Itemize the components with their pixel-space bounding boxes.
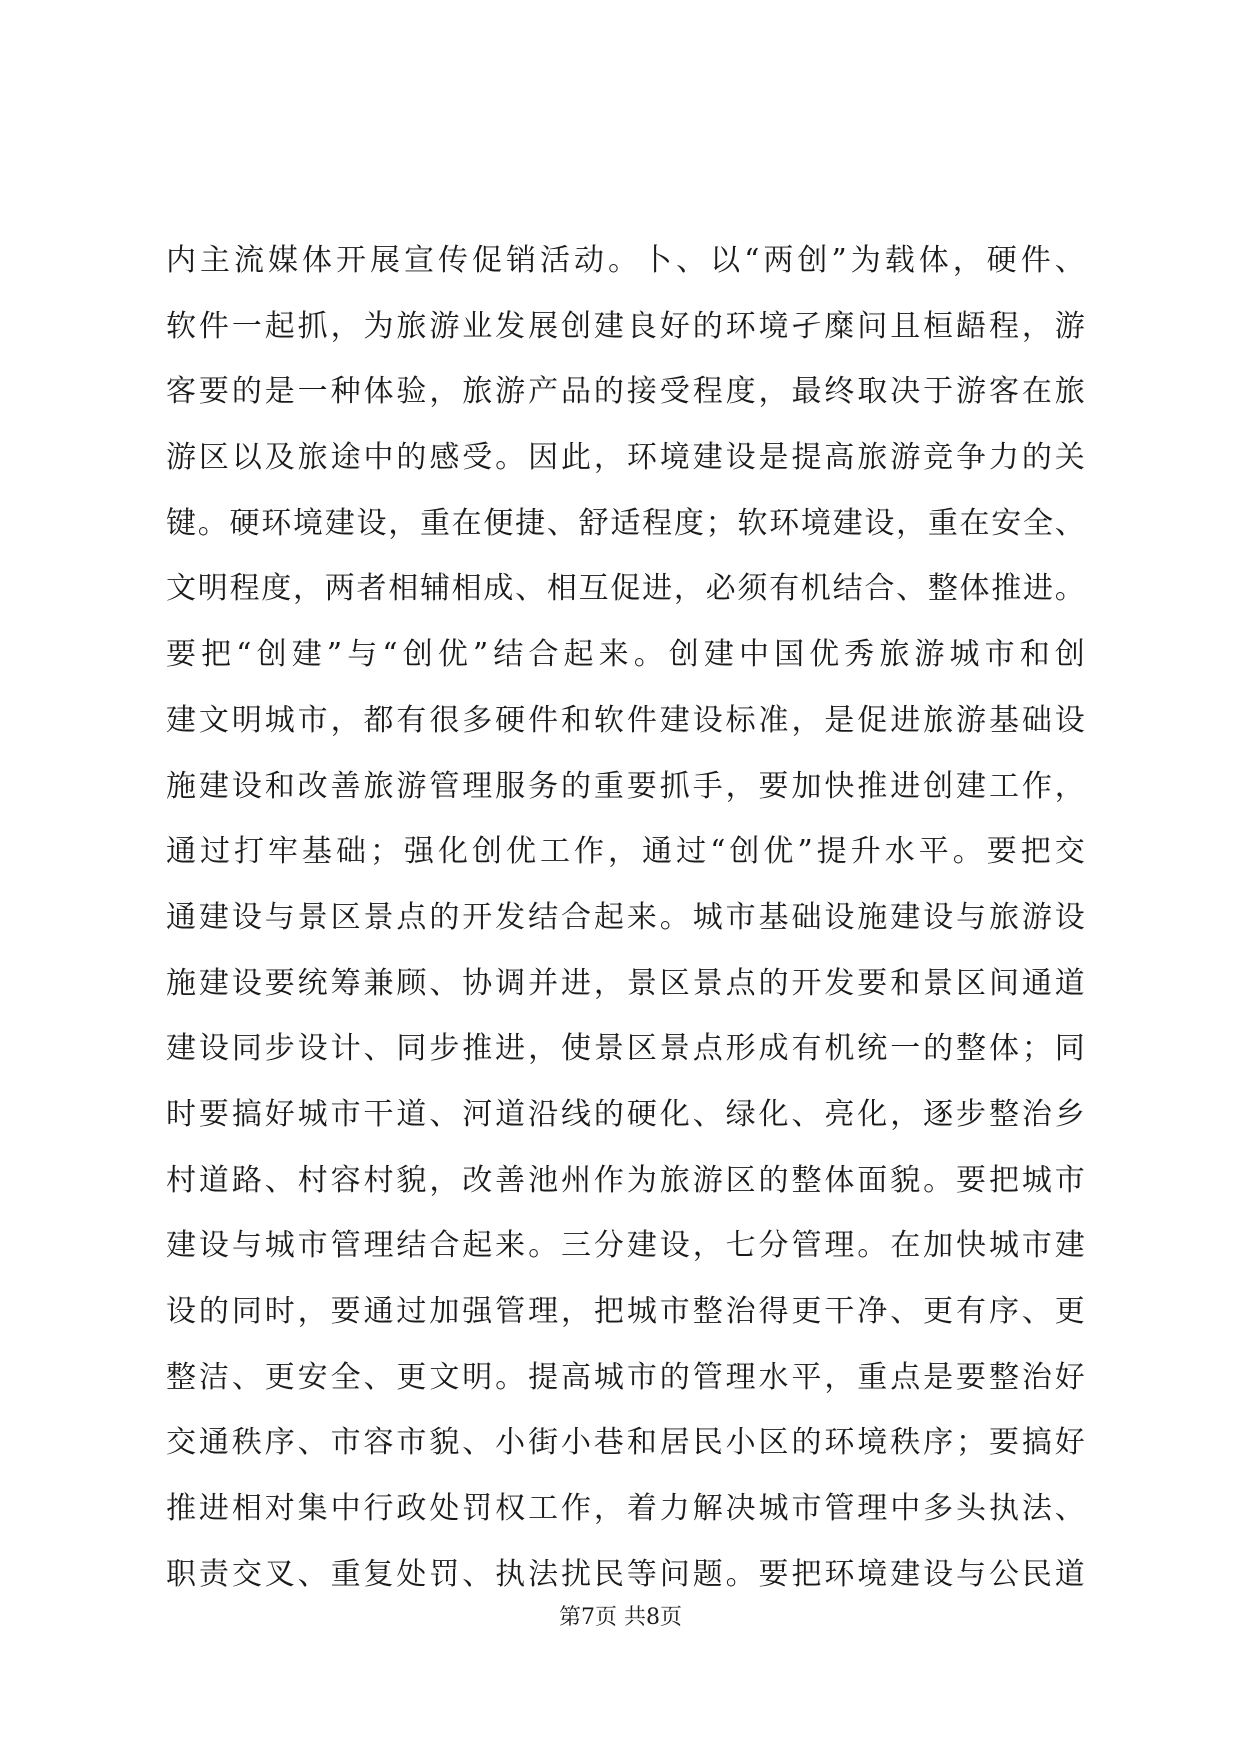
text-line-4: 游区以及旅途中的感受。因此，环境建设是提高旅游竞争力的关 — [166, 440, 1086, 476]
text-line-15: 村道路、村容村貌，改善池州作为旅游区的整体面貌。要把城市 — [166, 1162, 1086, 1198]
page-footer — [0, 1600, 1241, 1631]
text-line-6: 文明程度，两者相辅相成、相互促进，必须有机结合、整体推进。 — [166, 571, 1086, 607]
text-line-16: 建设与城市管理结合起来。三分建设，七分管理。在加快城市建 — [166, 1228, 1086, 1264]
text-line-2: 软件一起抓，为旅游业发展创建良好的环境孑糜问且桓龉程，游 — [166, 308, 1086, 344]
text-line-8: 建文明城市，都有很多硬件和软件建设标准，是促进旅游基础设 — [166, 702, 1086, 738]
text-line-19: 交通秩序、市容市貌、小街小巷和居民小区的环境秩序；要搞好 — [166, 1425, 1086, 1461]
text-line-3: 客要的是一种体验，旅游产品的接受程度，最终取决于游客在旅 — [166, 374, 1086, 410]
text-line-9: 施建设和改善旅游管理服务的重要抓手，要加快推进创建工作， — [166, 768, 1086, 804]
text-line-21: 职责交叉、重复处罚、执法扰民等问题。要把环境建设与公民道 — [166, 1556, 1086, 1592]
text-line-20: 推进相对集中行政处罚权工作，着力解决城市管理中多头执法、 — [166, 1491, 1086, 1527]
text-line-13: 建设同步设计、同步推进，使景区景点形成有机统一的整体；同 — [166, 1031, 1086, 1067]
text-line-10: 通过打牢基础；强化创优工作，通过“创优”提升水平。要把交 — [166, 834, 1086, 870]
text-line-1: 内主流媒体开展宣传促销活动。卜、以“两创”为载体，硬件、 — [166, 243, 1086, 278]
text-line-17: 设的同时，要通过加强管理，把城市整治得更干净、更有序、更 — [166, 1294, 1086, 1329]
text-line-11: 通建设与景区景点的开发结合起来。城市基础设施建设与旅游设 — [166, 899, 1086, 935]
text-line-14: 时要搞好城市干道、河道沿线的硬化、绿化、亮化，逐步整治乡 — [166, 1096, 1086, 1132]
text-line-7: 要把“创建”与“创优”结合起来。创建中国优秀旅游城市和创 — [166, 637, 1086, 673]
text-line-18: 整洁、更安全、更文明。提高城市的管理水平，重点是要整治好 — [166, 1359, 1086, 1395]
text-line-5: 键。硬环境建设，重在便捷、舒适程度；软环境建设，重在安全、 — [166, 505, 1086, 541]
text-line-12: 施建设要统筹兼顾、协调并进，景区景点的开发要和景区间通道 — [166, 965, 1086, 1001]
page-number-label: 第7页 共8页 — [559, 1605, 682, 1630]
body-text — [166, 228, 1086, 1607]
